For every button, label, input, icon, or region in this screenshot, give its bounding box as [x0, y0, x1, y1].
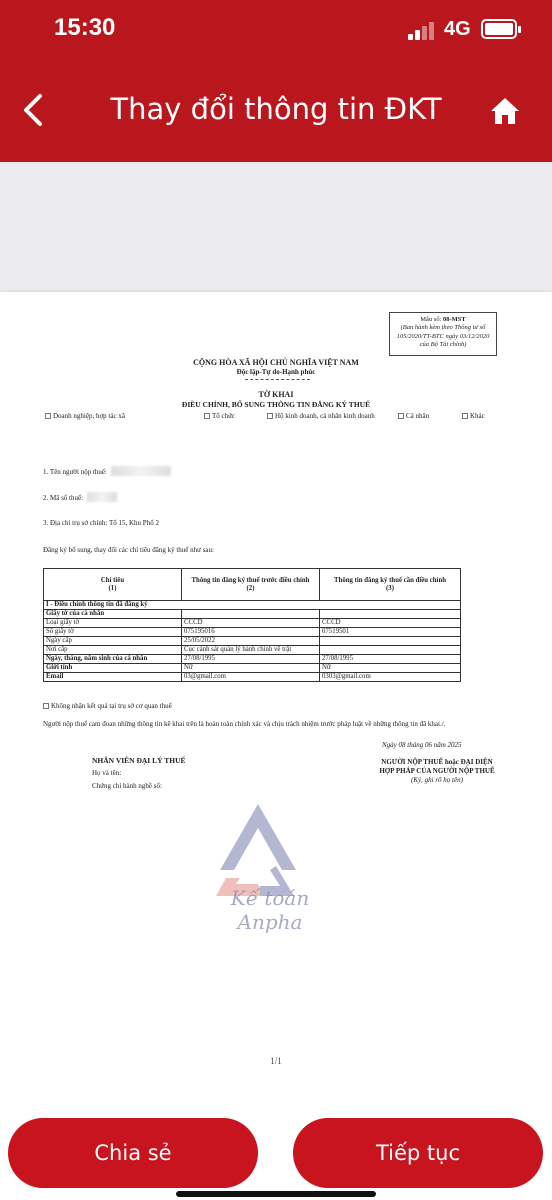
- form-code-box: [389, 312, 497, 356]
- doc-title: TỜ KHAI: [258, 390, 294, 399]
- type-option: Doanh nghiệp, hợp tác xã: [45, 412, 125, 420]
- checkbox-icon: [45, 413, 51, 419]
- table-row: Nơi cấp Cục cảnh sát quản lý hành chính về trật: [44, 646, 461, 655]
- commitment-text: Người nộp thuế cam đoan những thông tin kê khai trên là hoàn toàn chính xác và chịu trách nhiệm trước pháp luật về những thông tin đã khai./.: [43, 720, 446, 728]
- table-row: Giới tính Nữ Nữ: [44, 664, 461, 673]
- sign-date: Ngày 08 tháng 06 năm 2025: [382, 741, 462, 749]
- redacted-value: [87, 492, 117, 502]
- field-tax-code: 2. Mã số thuế:: [43, 492, 117, 502]
- page-title: Thay đổi thông tin ĐKT: [110, 92, 442, 126]
- checkbox-icon: [43, 703, 49, 709]
- field-name: 1. Tên người nộp thuế:: [43, 466, 171, 476]
- doc-subtitle: ĐIỀU CHỈNH, BỔ SUNG THÔNG TIN ĐĂNG KÝ THUẾ: [181, 400, 371, 409]
- form-code: 08-MST: [443, 316, 466, 323]
- type-option: Khác: [462, 412, 485, 420]
- home-indicator: [176, 1191, 376, 1197]
- checkbox-icon: [204, 413, 210, 419]
- type-option: Cá nhân: [398, 412, 429, 420]
- table-subsection: Giấy tờ của cá nhân: [44, 610, 182, 619]
- checkbox-icon: [267, 413, 273, 419]
- table-header: Chỉ tiêu (1): [44, 569, 182, 601]
- home-icon[interactable]: [488, 94, 522, 128]
- page-number: 1/1: [270, 1056, 282, 1066]
- no-receive-option: Không nhận kết quả tại trụ sở cơ quan thuế: [43, 702, 172, 710]
- type-option: Tổ chức: [204, 412, 235, 420]
- agent-block: NHÂN VIÊN ĐẠI LÝ THUẾ Họ và tên: Chứng chỉ hành nghề số:: [92, 756, 186, 790]
- battery-icon: [481, 19, 517, 39]
- type-option: Hộ kinh doanh, cá nhân kinh doanh: [267, 412, 375, 420]
- checkbox-icon: [398, 413, 404, 419]
- app-header: [0, 0, 552, 162]
- divider: [245, 379, 310, 380]
- continue-button[interactable]: Tiếp tục: [293, 1118, 543, 1188]
- table-row: Email 03@gmail.com 0303@gmail.com: [44, 673, 461, 682]
- document-preview[interactable]: [0, 292, 552, 1080]
- watermark-text: Kế toán Anpha: [230, 886, 310, 934]
- checkbox-icon: [462, 413, 468, 419]
- table-row: Số giấy tờ 075195016 07519501: [44, 628, 461, 637]
- table-row: Ngày, tháng, năm sinh của cá nhân 27/08/1995 27/08/1995: [44, 655, 461, 664]
- motto: Độc lập-Tự do-Hạnh phúc: [236, 368, 316, 376]
- change-table: [43, 568, 461, 682]
- share-button[interactable]: Chia sẻ: [8, 1118, 258, 1188]
- form-code-label: Mẫu số:: [420, 316, 442, 323]
- network-type: 4G: [444, 18, 471, 40]
- status-time: 15:30: [54, 14, 116, 41]
- table-row: Ngày cấp 25/05/2022: [44, 637, 461, 646]
- intro-text: Đăng ký bổ sung, thay đổi các chỉ tiêu đăng ký thuế như sau:: [43, 546, 214, 554]
- redacted-value: [111, 466, 171, 476]
- field-address: 3. Địa chỉ trụ sở chính: Tổ 15, Khu Phố 2: [43, 519, 159, 527]
- table-row: Loại giấy tờ CCCD CCCD: [44, 619, 461, 628]
- table-header: Thông tin đăng ký thuế trước điều chỉnh (2): [182, 569, 320, 601]
- signal-icon: [408, 22, 438, 40]
- nation-heading: CỘNG HÒA XÃ HỘI CHỦ NGHĨA VIỆT NAM: [193, 358, 359, 367]
- table-row: [44, 610, 461, 619]
- form-note: (Ban hành kèm theo Thông tư số 105/2020/TT-BTC ngày 03/12/2020 của Bộ Tài chính): [396, 324, 490, 349]
- table-section: I - Điều chỉnh thông tin đã đăng ký: [44, 601, 461, 610]
- representative-block: NGƯỜI NỘP THUẾ hoặc ĐẠI DIỆN HỢP PHÁP CỦA NGƯỜI NỘP THUẾ (Ký, ghi rõ họ tên): [379, 758, 495, 784]
- table-header: Thông tin đăng ký thuế cần điều chỉnh (3): [320, 569, 461, 601]
